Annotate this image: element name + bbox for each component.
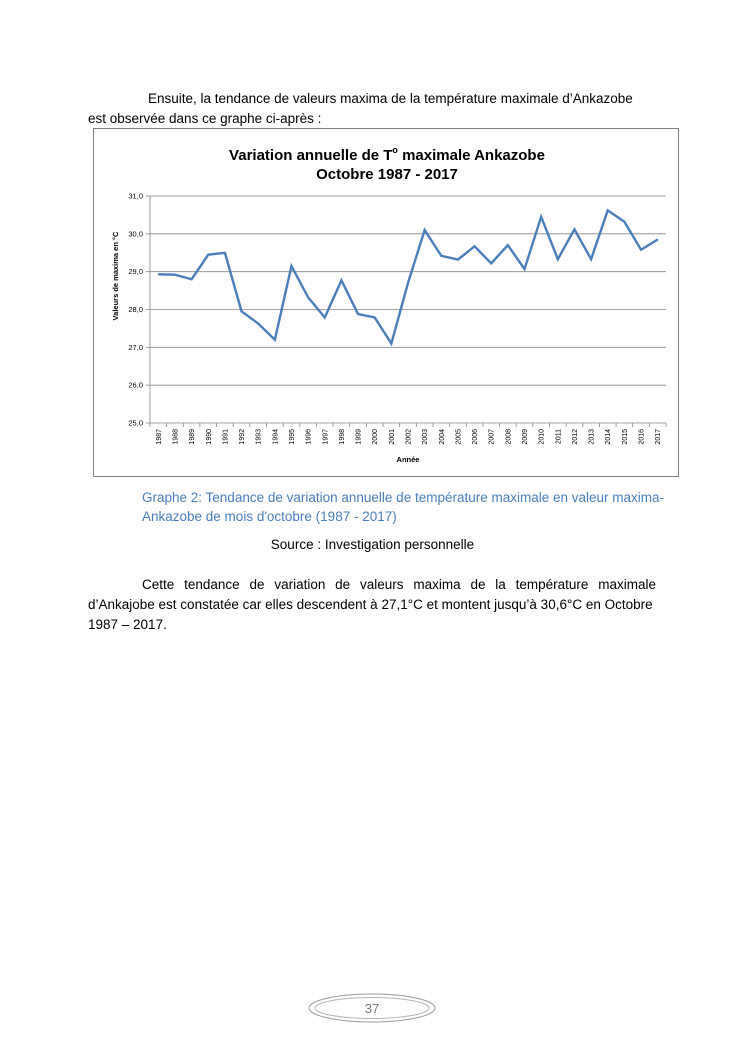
x-tick-label: 2009 <box>522 429 530 445</box>
data-point <box>274 339 275 340</box>
line-chart <box>94 129 680 478</box>
x-tick-label: 2016 <box>638 429 646 445</box>
data-point <box>224 252 225 253</box>
x-tick-label: 2015 <box>621 429 629 445</box>
chart-gridlines <box>150 196 666 385</box>
x-tick-label: 1995 <box>288 429 296 445</box>
conclusion-line-3: 1987 – 2017. <box>88 617 167 632</box>
data-point <box>174 274 175 275</box>
conclusion-line-1: Cette tendance de variation de valeurs maxima de la température maximale <box>142 577 656 592</box>
intro-line-2: est observée dans ce graphe ci-après : <box>88 111 322 126</box>
y-tick-label: 28,0 <box>128 305 143 314</box>
data-point <box>441 255 442 256</box>
chart-axes <box>146 196 666 427</box>
conclusion-line-2: d’Ankajobe est constatée car elles descendent à 27,1°C et montent jusqu’à 30,6°C en Octobre <box>88 597 653 612</box>
data-point <box>208 254 209 255</box>
data-point <box>258 323 259 324</box>
data-point <box>541 216 542 217</box>
data-point <box>424 229 425 230</box>
page-number: 37 <box>364 1001 380 1016</box>
chart-frame <box>93 128 679 477</box>
data-point <box>457 259 458 260</box>
data-point <box>574 229 575 230</box>
x-tick-label: 1993 <box>255 429 263 445</box>
data-point <box>158 274 159 275</box>
x-tick-label: 2010 <box>538 429 546 445</box>
x-tick-label: 1992 <box>239 429 247 445</box>
page-number-badge <box>307 992 437 1024</box>
data-point <box>557 259 558 260</box>
y-tick-label: 27,0 <box>128 342 143 352</box>
x-tick-label: 2001 <box>388 429 396 445</box>
x-tick-label: 1999 <box>355 429 363 445</box>
data-point <box>640 249 641 250</box>
x-tick-label: 1988 <box>172 429 180 445</box>
data-point <box>524 268 525 269</box>
data-point <box>324 317 325 318</box>
x-tick-label: 1990 <box>205 429 213 445</box>
x-tick-label: 1987 <box>155 429 163 445</box>
data-point <box>624 221 625 222</box>
chart-title-line-2: Octobre 1987 - 2017 <box>316 166 458 183</box>
chart-series <box>158 210 659 344</box>
data-point <box>491 263 492 264</box>
x-tick-label: 2013 <box>588 429 596 445</box>
data-point <box>357 313 358 314</box>
x-axis-title: Année <box>396 455 420 464</box>
y-tick-label: 25,0 <box>128 418 143 428</box>
x-tick-label: 2012 <box>571 429 579 445</box>
data-point <box>507 245 508 246</box>
intro-paragraph <box>88 89 658 129</box>
y-axis-title: Valeurs de maxima en °C <box>111 231 120 321</box>
x-tick-label: 2002 <box>405 429 413 445</box>
data-point <box>391 343 392 344</box>
data-point <box>407 282 408 283</box>
chart-title-line-1: Variation annuelle de $T^o$ maximale Ankazobe <box>229 145 545 164</box>
caption-line-2: Ankazobe de mois d'octobre (1987 - 2017) <box>142 509 397 524</box>
series-line <box>158 210 657 343</box>
x-tick-label: 1989 <box>189 429 197 445</box>
x-tick-label: 1997 <box>322 429 330 445</box>
x-tick-label: 2011 <box>555 429 563 445</box>
x-tick-labels <box>156 429 662 445</box>
data-point <box>374 317 375 318</box>
x-tick-label: 2008 <box>505 429 513 445</box>
data-point <box>308 297 309 298</box>
y-tick-label: 30,0 <box>128 229 143 239</box>
figure-caption <box>142 488 687 526</box>
x-tick-label: 2014 <box>605 429 613 445</box>
y-tick-labels <box>128 192 143 428</box>
x-tick-label: 2017 <box>655 429 663 445</box>
data-point <box>657 239 658 240</box>
data-point <box>241 311 242 312</box>
x-tick-label: 2004 <box>438 429 446 445</box>
x-tick-label: 1998 <box>338 429 346 445</box>
x-tick-label: 1991 <box>222 429 230 445</box>
y-tick-label: 31,0 <box>128 191 143 201</box>
x-tick-label: 2000 <box>372 429 380 445</box>
conclusion-paragraph <box>88 575 656 635</box>
data-point <box>607 210 608 211</box>
source-note: Source : Investigation personnelle <box>270 537 475 552</box>
intro-line-1: Ensuite, la tendance de valeurs maxima de la température maximale d’Ankazobe <box>148 91 633 106</box>
data-point <box>291 265 292 266</box>
y-tick-label: 29,0 <box>128 267 143 277</box>
data-point <box>341 280 342 281</box>
x-tick-label: 1994 <box>272 429 280 445</box>
data-point <box>191 279 192 280</box>
x-tick-label: 2003 <box>422 429 430 445</box>
data-point <box>590 259 591 260</box>
x-tick-label: 2005 <box>455 429 463 445</box>
x-tick-label: 1996 <box>305 429 313 445</box>
caption-line-1: Graphe 2: Tendance de variation annuelle de température maximale en valeur maxima- <box>142 490 665 505</box>
y-tick-label: 26,0 <box>128 380 143 390</box>
x-tick-label: 2006 <box>472 429 480 445</box>
data-point <box>474 246 475 247</box>
x-tick-label: 2007 <box>488 429 496 445</box>
